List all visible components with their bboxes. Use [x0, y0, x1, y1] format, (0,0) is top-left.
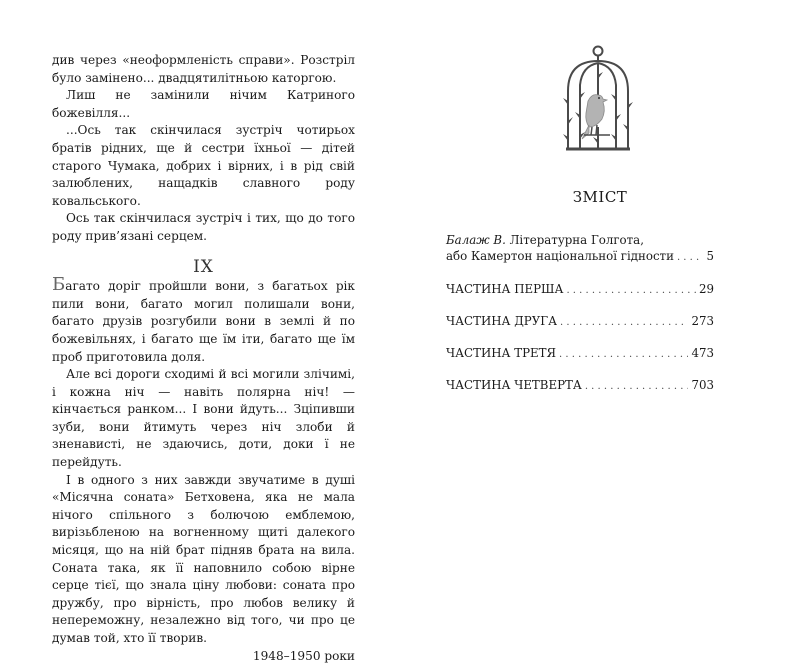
toc-entry-label: ЧАСТИНА ЧЕТВЕРТА	[446, 378, 582, 392]
left-page	[52, 52, 355, 665]
toc-entry-author: Балаж В.	[446, 233, 506, 247]
toc-entry-part-3[interactable]	[446, 345, 714, 363]
toc-page-number: 5	[706, 249, 714, 263]
paragraph: Лиш не замінили нічим Катриного божевілля...	[52, 88, 355, 120]
leader-dots	[559, 347, 688, 363]
toc-page-number: 703	[691, 378, 714, 392]
toc-page-number: 273	[691, 314, 714, 328]
toc-entry-part-2[interactable]	[446, 313, 714, 331]
leader-dots	[566, 283, 696, 299]
paragraph: ...Ось так скінчилася зустріч чотирьох братів рідних, ще й сестри їхньої — дітей старого Чумака, добрих і вірних, і в рід свій залюблених, нащадків славного роду ковальського.	[52, 123, 355, 208]
date-signature: 1948–1950 роки	[252, 648, 355, 663]
drop-cap: Б	[52, 274, 66, 296]
toc-entry-part-1[interactable]	[446, 281, 714, 299]
toc-entry-title-line	[446, 232, 714, 248]
chapter-first-paragraph	[52, 274, 355, 366]
toc-page-number: 473	[691, 346, 714, 360]
toc-entry-title: Літературна Голгота,	[505, 233, 644, 247]
toc-entry-line	[446, 248, 714, 266]
paragraph: Ось так скінчилася зустріч і тих, що до того роду прив’язані серцем.	[52, 211, 355, 243]
paragraph-text: агато доріг пройшли вони, з багатьох рік пили вони, багато могил полишали вони, багато друзів розгубили вони в землі й по божевільнях, і багато ще їм іти, багато ще їм проб приготовила доля.	[52, 279, 355, 364]
birdcage-with-thorns-and-bird-icon	[562, 45, 634, 160]
toc-entry-label: ЧАСТИНА ДРУГА	[446, 314, 558, 328]
leader-dots	[585, 379, 689, 395]
table-of-contents	[446, 232, 714, 395]
leader-dots	[560, 315, 688, 331]
leader-dots	[677, 250, 704, 266]
paragraph: І в одного з них завжди звучатиме в душі «Місячна соната» Бетховена, яка не мала нічого спільного з болючою емблемою, вирізьбленою на вогненному щиті далекого місяця, що на ній брат підняв брата на вила. Соната така, як її наповнило собою вірне серце тієї, що знала ціну любови: соната про дружбу, про вірність, про любов велику й непереможну, незалежно від того, чи про це думав той, хто її творив.	[52, 472, 355, 645]
paragraph: Але всі дороги сходимі й всі могили злічимі, і кожна ніч — навіть полярна ніч! — кінчається ранком... І вони йдуть... Зціпивши зуби, вони йтимуть через ніч злоби й зненависті, не здаючись, доти, доки ї не перейдуть.	[52, 367, 355, 470]
chapter-number: IX	[193, 256, 214, 277]
toc-page-number: 29	[698, 282, 714, 296]
paragraph: див через «неоформленість справи». Розстріл було замінено... двадцятилітньою каторгою.	[52, 53, 355, 85]
toc-entry-intro[interactable]	[446, 232, 714, 266]
toc-entry-part-4[interactable]	[446, 377, 714, 395]
toc-entry-subtitle: або Камертон національної гідности	[446, 249, 674, 263]
toc-entry-label: ЧАСТИНА ПЕРША	[446, 282, 564, 296]
toc-entry-label: ЧАСТИНА ТРЕТЯ	[446, 346, 557, 360]
toc-title: ЗМІСТ	[572, 188, 628, 206]
